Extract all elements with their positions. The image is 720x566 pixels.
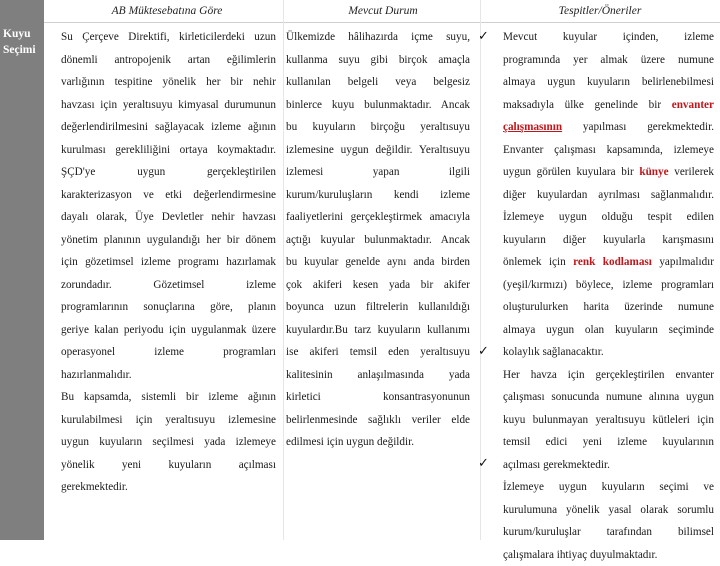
text-line: binlerce kuyu bulunmaktadır. Ancak	[286, 94, 470, 117]
text-line: edilmesi için uygun değildir.	[286, 431, 470, 454]
col1-para1	[61, 26, 276, 386]
text-line: varlığının tespitine yönelik her bir nehir	[61, 71, 276, 94]
text-line: operasyonel izleme programları	[61, 341, 276, 364]
text-line: açılması gerekmektedir.	[503, 454, 714, 477]
sidebar	[0, 0, 44, 540]
text-line: programında yer almak üzere numune	[503, 49, 714, 72]
text-line: kolaylık sağlanacaktır.	[503, 341, 714, 364]
text-line: ŞÇD'ye uygun gerçekleştirilen	[61, 161, 276, 184]
text-line: havzası için yeraltısuyu kimyasal durumunun	[61, 94, 276, 117]
text-line: izlemesine uygun değildir. Yeraltısuyu	[286, 139, 470, 162]
text-line: faaliyetlerini gerçekleştirmek amacıyla	[286, 206, 470, 229]
header-col1: AB Müktesebatına Göre	[44, 0, 290, 22]
text-fragment: uygun görülen kuyulara bir	[503, 166, 634, 178]
text-line: kurulabilmesi için yeraltısuyu izlemesine	[61, 409, 276, 432]
text-line: Mevcut kuyular içinden, izleme	[503, 26, 714, 49]
text-line: almaya uygun kuyuların belirlenebilmesi	[503, 71, 714, 94]
text-line: kurulması gerekliliğini ortaya koymaktadır.	[61, 139, 276, 162]
text-line: İzlemeye uygun kuyuların seçimi ve	[503, 476, 714, 499]
text-line: diğer kuyulardan ayrılması sağlanmalıdır.	[503, 184, 714, 207]
column-divider	[283, 0, 284, 540]
text-line: kuyu bulunmayan yeraltısuyu kütleleri için	[503, 409, 714, 432]
sidebar-label	[3, 26, 36, 58]
checkmark-icon: ✓	[478, 29, 489, 44]
text-line	[503, 251, 714, 274]
col1-para2	[61, 386, 276, 499]
column-tespitler	[503, 26, 714, 566]
text-line: programlarının sonuçlarına göre, planın	[61, 296, 276, 319]
text-line: kullanma suyu gibi birçok amaçla	[286, 49, 470, 72]
text-line: yönelik yeni kuyuların açılması	[61, 454, 276, 477]
bullet-bilimsel-calisma	[503, 476, 714, 566]
text-line: çok akiferi kesen yada bir akifer	[286, 274, 470, 297]
text-line	[503, 94, 714, 117]
checkmark-icon: ✓	[478, 344, 489, 359]
text-line	[503, 161, 714, 184]
text-line: dönemli antropojenik artan eğilimlerin	[61, 49, 276, 72]
checkmark-icon: ✓	[478, 456, 489, 471]
text-line: kurulumuna yönelik yasal olarak sorumlu	[503, 499, 714, 522]
text-line: izlemesi yapan ilgili	[286, 161, 470, 184]
highlight-kunye: künye	[639, 166, 668, 178]
text-line: oluşturulurken harita üzerinde numune	[503, 296, 714, 319]
header-col2: Mevcut Durum	[285, 0, 481, 22]
text-line: değerlendirilmesini sağlayacak izleme ağının	[61, 116, 276, 139]
text-line: uygun kuyuların seçilmesi yada izlemeye	[61, 431, 276, 454]
text-line: dayalı olarak, Üye Devletler nehir havzası	[61, 206, 276, 229]
text-line: çalışmalara ihtiyaç duyulmaktadır.	[503, 544, 714, 566]
text-line: Ülkemizde hâlihazırda içme suyu,	[286, 26, 470, 49]
sidebar-label-line1: Kuyu	[3, 26, 36, 42]
text-fragment: yapılması gerekmektedir.	[583, 121, 714, 133]
text-line: kuyuların diğer kuyularla karışmasını	[503, 229, 714, 252]
text-line: karakterizasyon ve etki değerlendirmesine	[61, 184, 276, 207]
text-line: ise akiferi temsil eden yeraltısuyu	[286, 341, 470, 364]
text-line: almaya uygun olan kuyuların seçiminde	[503, 319, 714, 342]
text-line: boyunca uzun filtrelerin kullanıldığı	[286, 296, 470, 319]
column-ab-mukt	[61, 26, 276, 499]
text-line: bu kuyular genelde aynı anda birden	[286, 251, 470, 274]
text-line: zorundadır. Gözetimsel izleme	[61, 274, 276, 297]
text-fragment: verilerek	[674, 166, 714, 178]
text-line: kalitesinin anlaşılmasında yada	[286, 364, 470, 387]
text-line: kirletici konsantrasyonunun	[286, 386, 470, 409]
text-line: Bu kapsamda, sistemli bir izleme ağının	[61, 386, 276, 409]
text-line: belirlenmesinde sağlıklı veriler elde	[286, 409, 470, 432]
text-line	[503, 116, 714, 139]
text-line: bu kuyuların birçoğu yeraltısuyu	[286, 116, 470, 139]
text-line: kurum/kuruluşlar tarafından bilimsel	[503, 521, 714, 544]
text-fragment: yapılmalıdır	[659, 256, 714, 268]
text-line: için gözetimsel izleme programı hazırlamak	[61, 251, 276, 274]
text-line: kuyulardır.Bu tarz kuyuların kullanımı	[286, 319, 470, 342]
text-line: Her havza için gerçekleştirilen envanter	[503, 364, 714, 387]
text-line: yönetim planının uygulandığı her bir dönem	[61, 229, 276, 252]
column-mevcut-durum	[286, 26, 470, 454]
text-line: temsil edici yeni izleme kuyularının	[503, 431, 714, 454]
text-line: gerekmektedir.	[61, 476, 276, 499]
bullet-envanter	[503, 26, 714, 364]
text-line: İzlemeye uygun olduğu tespit edilen	[503, 206, 714, 229]
highlight-envanter: envanter	[672, 99, 714, 111]
text-line: Su Çerçeve Direktifi, kirleticilerdeki uzun	[61, 26, 276, 49]
sidebar-label-line2: Seçimi	[3, 42, 36, 58]
highlight-calismasinin: çalışmasının	[503, 121, 562, 133]
text-line: Envanter çalışması kapsamında, izlemeye	[503, 139, 714, 162]
text-line: açtığı kuyular bulunmaktadır. Ancak	[286, 229, 470, 252]
text-fragment: maksadıyla ülke genelinde bir	[503, 99, 661, 111]
text-line: (yeşil/kırmızı) böylece, izleme programları	[503, 274, 714, 297]
text-line: kurum/kuruluşların kendi izleme	[286, 184, 470, 207]
text-line: çalışması sonucunda numune alınına uygun	[503, 386, 714, 409]
header-col3: Tespitler/Öneriler	[480, 0, 720, 22]
bullet-yeni-kuyu	[503, 364, 714, 477]
text-line: geriye kalan periyodu için uygulanmak üzere	[61, 319, 276, 342]
text-fragment: önlemek için	[503, 256, 566, 268]
highlight-renk-kodlamasi: renk kodlaması	[573, 256, 652, 268]
text-line: kullanılan belgeli veya belgesiz	[286, 71, 470, 94]
text-line: hazırlanmalıdır.	[61, 364, 276, 387]
